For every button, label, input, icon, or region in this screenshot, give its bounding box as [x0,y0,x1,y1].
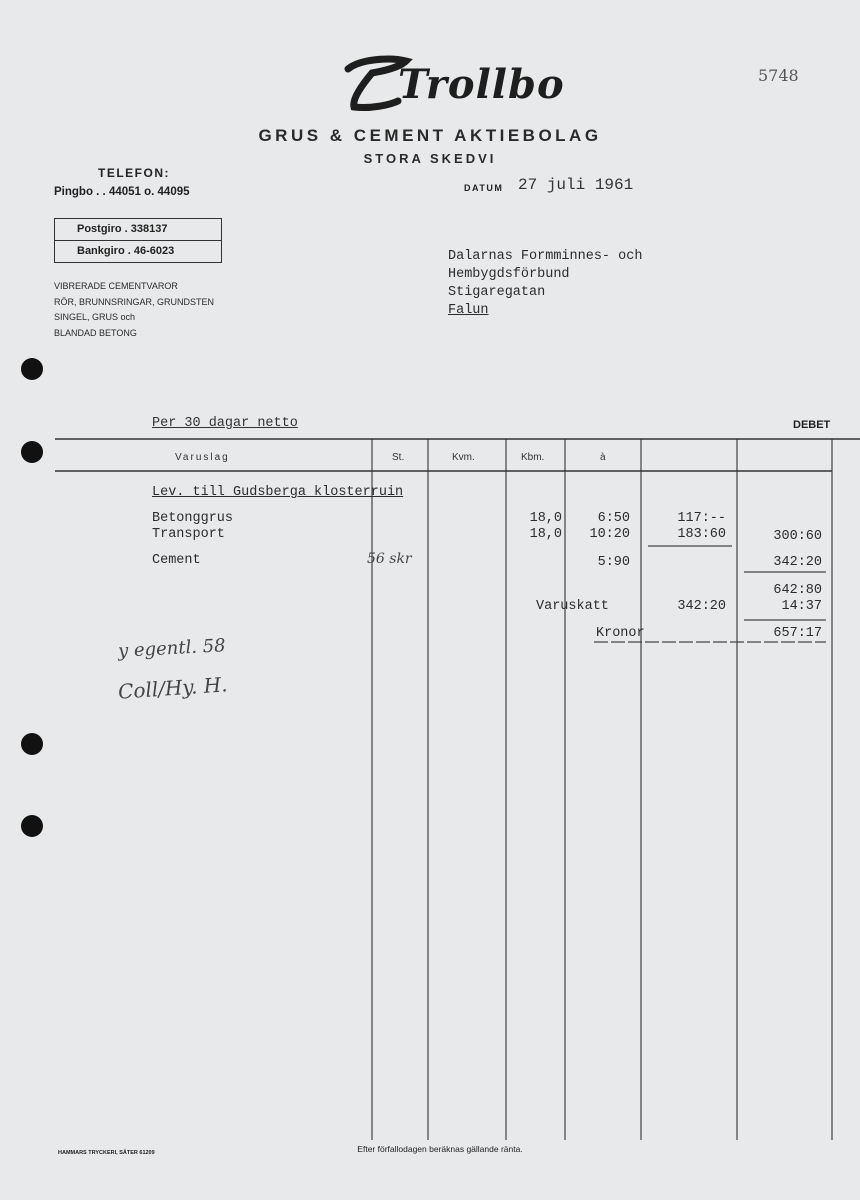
item-st-handwritten: 56 skr [367,551,412,567]
item-sum: 117:-- [677,511,726,526]
col-header-a: à [600,452,606,463]
recipient-line: Stigaregatan [448,285,546,300]
item-unit-price: 6:50 [597,511,630,526]
item-kbm: 18,0 [529,511,562,526]
subtotal-amount: 642:80 [773,583,822,598]
varuskatt-label: Varuskatt [536,599,609,614]
payment-terms: Per 30 dagar netto [152,416,298,431]
item-name: Cement [152,553,201,568]
logo-text: Trollbo [398,61,565,108]
item-name: Transport [152,527,225,542]
debet-amount: 342:20 [773,555,822,570]
item-kbm: 18,0 [529,527,562,542]
bankgiro: Bankgiro . 46-6023 [55,240,221,262]
col-header-st: St. [392,452,405,463]
postgiro: Postgiro . 338137 [77,223,168,235]
col-header-varuslag: Varuslag [175,452,230,463]
delivery-heading: Lev. till Gudsberga klosterruin [152,485,404,500]
total-amount: 657:17 [773,626,822,641]
printer-imprint: HAMMARS TRYCKERI, SÄTER 61209 [58,1150,155,1156]
date-value: 27 juli 1961 [518,176,634,194]
telefon-numbers: Pingbo . . 44051 o. 44095 [54,186,190,198]
document-number: 5748 [758,66,799,85]
debet-amount: 300:60 [773,529,822,544]
debet-label: DEBET [793,419,831,431]
recipient-city: Falun [448,303,489,318]
product-line: BLANDAD BETONG [54,327,137,338]
item-name: Betonggrus [152,511,234,526]
date-label: DATUM [464,183,504,193]
product-line: RÖR, BRUNNSRINGAR, GRUNDSTEN [54,296,215,307]
telefon-label: TELEFON: [98,166,170,180]
handwritten-signature: Coll/Hy. H. [117,672,229,704]
item-unit-price: 10:20 [589,527,630,542]
company-name: GRUS & CEMENT AKTIEBOLAG [258,126,602,145]
interest-note: Efter förfallodagen beräknas gällande ränta. [357,1144,523,1154]
item-sum: 183:60 [677,527,726,542]
recipient-line: Hembygdsförbund [448,267,570,282]
handwritten-note: y egentl. 58 [117,635,227,662]
product-line: VIBRERADE CEMENTVAROR [54,281,178,291]
col-header-kbm: Kbm. [521,452,545,463]
varuskatt-base: 342:20 [677,599,726,614]
company-town: STORA SKEDVI [363,151,497,166]
product-line: SINGEL, GRUS och [54,312,136,322]
col-header-kvm: Kvm. [452,452,475,463]
varuskatt-amount: 14:37 [781,599,822,614]
kronor-label: Kronor [596,626,645,641]
recipient-line: Dalarnas Formminnes- och [448,249,643,264]
item-unit-price: 5:90 [597,555,630,570]
